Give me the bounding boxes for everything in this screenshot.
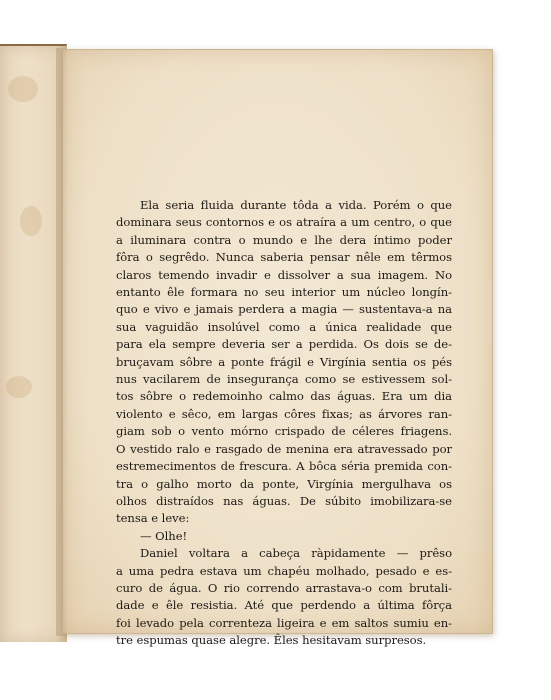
foxing-stain: [8, 76, 38, 102]
text-line: Daniel voltara a cabeça ràpidamente — prêso: [140, 546, 452, 561]
dialogue-line: — Olhe!: [140, 528, 188, 543]
text-line: claros temendo invadir e dissolver a sua imagem. No: [116, 267, 452, 282]
text-line: curo de água. O rio correndo arrastava-o com brutali-: [116, 580, 452, 595]
text-line: foi levado pela correnteza ligeira e em saltos sumiu en-: [116, 615, 452, 630]
text-line: nus vacilarem de insegurança como se estivessem sol-: [116, 372, 452, 387]
text-line: sua vaguidão insolúvel como a única realidade que: [116, 319, 452, 334]
text-line: olhos distraídos nas águas. De súbito imobilizara-se: [116, 493, 452, 508]
book-gutter: [56, 48, 68, 636]
foxing-stain: [6, 376, 32, 398]
text-line: O vestido ralo e rasgado de menina era atravessado por: [116, 441, 452, 456]
text-line: giam sob o vento mórno crispado de céleres friagens.: [116, 424, 452, 439]
text-line: dominara seus contornos e os atraíra a um centro, o que: [116, 215, 452, 230]
text-line: entanto êle formara no seu interior um núcleo longín-: [116, 285, 452, 300]
text-line: Ela seria fluida durante tôda a vida. Porém o que: [140, 198, 452, 212]
foxing-stain: [20, 206, 42, 236]
text-line: bruçavam sôbre a ponte frágil e Virgínia sentia os pés: [116, 354, 452, 369]
text-line: a iluminara contra o mundo e lhe dera íntimo poder: [116, 232, 452, 247]
text-line: fôra o segrêdo. Nunca saberia pensar nêle em têrmos: [116, 250, 452, 265]
text-line: tra o galho morto da ponte, Virgínia mergulhava os: [116, 476, 452, 491]
text-line: quo e vivo e jamais perdera a magia — sustentava-a na: [116, 302, 452, 317]
text-line: violento e sêco, em largas côres fixas; as árvores ran-: [116, 406, 452, 421]
text-line: dade e êle resistia. Até que perdendo a última fôrça: [116, 598, 452, 613]
text-line: tre espumas quase alegre. Êles hesitavam surpresos.: [116, 633, 427, 648]
text-line: a uma pedra estava um chapéu molhado, pesado e es-: [116, 563, 452, 578]
text-line: para ela sempre deveria ser a perdida. Os dois se de-: [116, 337, 452, 352]
text-line: tos sôbre o redemoinho calmo das águas. Era um dia: [116, 389, 452, 404]
text-line: tensa e leve:: [116, 511, 190, 526]
page-text: [116, 197, 452, 650]
text-line: estremecimentos de frescura. A bôca séria premida con-: [116, 459, 452, 474]
